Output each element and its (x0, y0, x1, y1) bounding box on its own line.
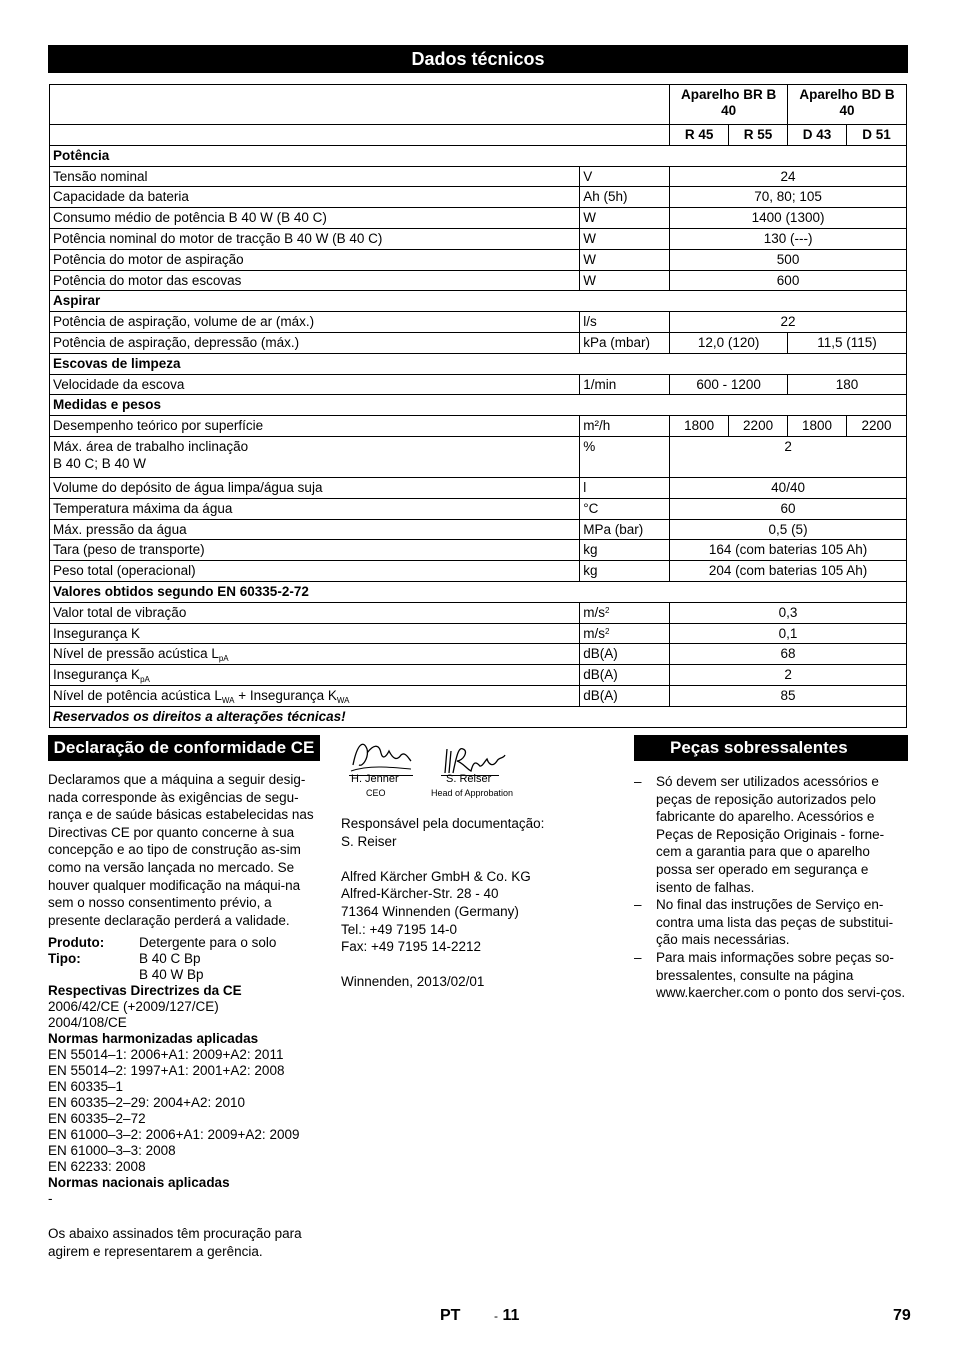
unit-superscript: 2 (604, 626, 610, 636)
type-value: B 40 C Bp (139, 951, 201, 967)
table-row (50, 644, 907, 665)
row-value-bd: 11,5 (115) (788, 332, 907, 353)
row-value: 164 (com baterias 105 Ah) (670, 540, 907, 561)
row-label-line2: B 40 C; B 40 W (53, 455, 147, 471)
row-unit: °C (580, 498, 670, 519)
type-label-spacer (48, 967, 139, 983)
unit-superscript: 2 (604, 605, 610, 615)
list-item-text: Só devem ser utilizados acessórios e peças de reposição autorizados pelo fabricante do aparelho. Acessórios e Peças de Reposição Originais - forne-cem a garantia para que o aparelho possa ser operado em segurança e isento de falhas. (656, 774, 885, 895)
national-standards-label: Normas nacionais aplicadas (48, 1175, 230, 1191)
row-unit: MPa (bar) (580, 519, 670, 540)
table-row (50, 540, 907, 561)
row-label: Desempenho teórico por superfície (50, 416, 580, 437)
standard-item: EN 61000–3–3: 2008 (48, 1143, 176, 1159)
signatures (341, 735, 613, 801)
row-value-br: 600 - 1200 (670, 374, 788, 395)
row-label: Potência de aspiração, volume de ar (máx.) (50, 312, 580, 333)
footer-document-page: 79 (893, 1307, 911, 1324)
type-row (48, 951, 320, 967)
table-row (50, 602, 907, 623)
list-item (634, 896, 908, 949)
company-name: Alfred Kärcher GmbH & Co. KG (341, 868, 531, 884)
row-value: 600 (670, 270, 907, 291)
row-value: 40/40 (670, 477, 907, 498)
table-row (50, 374, 907, 395)
row-label-line1: Máx. área de trabalho inclinação (53, 438, 249, 454)
footer-dash: - (494, 1309, 498, 1323)
footer-page-number: 11 (502, 1307, 520, 1324)
spacer (341, 956, 613, 974)
header-empty-cell (50, 125, 670, 146)
row-value-r45: 1800 (670, 416, 729, 437)
row-unit: dB(A) (580, 644, 670, 665)
table-row (50, 623, 907, 644)
declaration-closing: Os abaixo assinados têm procuração para agirem e representarem a gerência. (48, 1226, 302, 1259)
label-subscript: pA (218, 654, 229, 664)
header-br-b40: Aparelho BR B 40 (670, 85, 788, 125)
row-value: 130 (---) (670, 228, 907, 249)
type-value: B 40 W Bp (139, 967, 204, 983)
table-row (50, 665, 907, 686)
dash-bullet: – (634, 949, 642, 965)
section-potencia: Potência (50, 145, 907, 166)
row-unit: dB(A) (580, 665, 670, 686)
table-row (50, 436, 907, 477)
company-fax: Fax: +49 7195 14-2212 (341, 939, 481, 955)
row-value: 0,5 (5) (670, 519, 907, 540)
row-label: Potência nominal do motor de tracção B 40 W (B 40 C) (50, 228, 580, 249)
section-row (50, 145, 907, 166)
section-escovas: Escovas de limpeza (50, 353, 907, 374)
standard-item: EN 62233: 2008 (48, 1159, 146, 1175)
place-date: Winnenden, 2013/02/01 (341, 974, 485, 990)
row-value: 68 (670, 644, 907, 665)
table-row (50, 249, 907, 270)
row-label: Potência do motor de aspiração (50, 249, 580, 270)
header-r45: R 45 (670, 125, 729, 146)
row-unit: W (580, 208, 670, 229)
spacer (341, 850, 613, 868)
row-label: Valor total de vibração (50, 602, 580, 623)
row-value: 2 (670, 436, 907, 477)
documentation-responsible-label: Responsável pela documentação: (341, 816, 545, 831)
table-row (50, 228, 907, 249)
footer-page (494, 1307, 519, 1325)
section-row (50, 291, 907, 312)
national-standards-value: - (48, 1191, 53, 1207)
type-label: Tipo: (48, 951, 81, 967)
dash-bullet: – (634, 774, 642, 789)
row-unit: 1/min (580, 374, 670, 395)
row-label: Temperatura máxima da água (50, 498, 580, 519)
section-medidas: Medidas e pesos (50, 395, 907, 416)
list-item-text: No final das instruções de Serviço en-contra uma lista das peças de substitui-ção mais necessárias. (656, 897, 894, 948)
unit-text: m/s (583, 604, 605, 620)
table-row (50, 166, 907, 187)
footnote-row (50, 706, 907, 727)
table-row (50, 477, 907, 498)
header-d51: D 51 (847, 125, 907, 146)
spare-parts-heading: Peças sobressalentes (634, 735, 908, 761)
unit-text: m/s (583, 625, 605, 641)
header-bd-b40: Aparelho BD B 40 (788, 85, 907, 125)
table-row (50, 332, 907, 353)
row-label: Potência do motor das escovas (50, 270, 580, 291)
spare-parts-list (634, 773, 908, 1002)
list-item (634, 949, 908, 1002)
row-value-br: 12,0 (120) (670, 332, 788, 353)
row-label (50, 685, 580, 706)
row-value: 500 (670, 249, 907, 270)
table-row (50, 685, 907, 706)
section-aspirar: Aspirar (50, 291, 907, 312)
row-unit: W (580, 249, 670, 270)
row-label (50, 436, 580, 477)
row-unit: V (580, 166, 670, 187)
table-row (50, 187, 907, 208)
row-label: Velocidade da escova (50, 374, 580, 395)
table-row (50, 312, 907, 333)
row-label: Consumo médio de potência B 40 W (B 40 C) (50, 208, 580, 229)
row-value: 0,3 (670, 602, 907, 623)
spare-parts-section (634, 735, 908, 1002)
label-text: + Insegurança K (234, 687, 337, 703)
table-row (50, 519, 907, 540)
row-unit (580, 623, 670, 644)
product-row (48, 935, 320, 951)
row-unit: kg (580, 540, 670, 561)
table-row (50, 416, 907, 437)
signer-role: CEO (366, 788, 386, 798)
row-value: 1400 (1300) (670, 208, 907, 229)
company-city: 71364 Winnenden (Germany) (341, 903, 519, 919)
standard-item: EN 60335–2–72 (48, 1111, 146, 1127)
signer-name: H. Jenner (351, 773, 399, 785)
label-text: Nível de pressão acústica L (53, 646, 219, 662)
row-unit: kg (580, 561, 670, 582)
row-value: 60 (670, 498, 907, 519)
section-valores: Valores obtidos segundo EN 60335-2-72 (50, 581, 907, 602)
product-label: Produto: (48, 935, 105, 951)
label-subscript: WA (221, 695, 235, 705)
header-d43: D 43 (788, 125, 847, 146)
list-item-text: Para mais informações sobre peças so-bressalentes, consulte na página www.kaercher.com o ponto dos servi-ços. (656, 949, 906, 1001)
standard-item: EN 60335–2–29: 2004+A2: 2010 (48, 1095, 246, 1111)
row-label (50, 644, 580, 665)
section-row (50, 581, 907, 602)
row-label: Máx. pressão da água (50, 519, 580, 540)
row-unit (580, 602, 670, 623)
label-subscript: WA (336, 695, 350, 705)
row-label: Tara (peso de transporte) (50, 540, 580, 561)
company-street: Alfred-Kärcher-Str. 28 - 40 (341, 886, 499, 902)
type-row (48, 967, 320, 983)
table-header-row (50, 125, 907, 146)
signer-role: Head of Approbation (431, 788, 514, 798)
row-value: 2 (670, 665, 907, 686)
row-unit: % (580, 436, 670, 477)
row-unit: W (580, 270, 670, 291)
company-tel: Tel.: +49 7195 14-0 (341, 921, 457, 937)
product-value: Detergente para o solo (139, 935, 277, 951)
standard-item: EN 55014–2: 1997+A1: 2001+A2: 2008 (48, 1063, 285, 1079)
declaration-heading: Declaração de conformidade CE (48, 735, 320, 761)
documentation-responsible-name: S. Reiser (341, 833, 397, 849)
row-unit: m²/h (580, 416, 670, 437)
table-row (50, 561, 907, 582)
table-header-row (50, 85, 907, 125)
directives-label: Respectivas Directrizes da CE (48, 983, 242, 999)
section-row (50, 395, 907, 416)
row-unit: l/s (580, 312, 670, 333)
section-row (50, 353, 907, 374)
signer-name: S. Reiser (446, 773, 492, 785)
label-subscript: pA (140, 675, 150, 685)
row-unit: Ah (5h) (580, 187, 670, 208)
table-row (50, 208, 907, 229)
standard-item: EN 55014–1: 2006+A1: 2009+A2: 2011 (48, 1047, 284, 1063)
row-label: Peso total (operacional) (50, 561, 580, 582)
standards-label: Normas harmonizadas aplicadas (48, 1031, 259, 1047)
row-label: Potência de aspiração, depressão (máx.) (50, 332, 580, 353)
directive-item: 2004/108/CE (48, 1015, 127, 1031)
row-value: 204 (com baterias 105 Ah) (670, 561, 907, 582)
row-value-d51: 2200 (847, 416, 907, 437)
dash-bullet: – (634, 897, 642, 913)
label-text: Insegurança K (53, 667, 141, 683)
row-label: Capacidade da bateria (50, 187, 580, 208)
directive-item: 2006/42/CE (+2009/127/CE) (48, 999, 219, 1015)
declaration-section (48, 735, 320, 1261)
header-empty-cell (50, 85, 670, 125)
label-text: Nível de potência acústica L (53, 687, 222, 703)
row-label: Tensão nominal (50, 166, 580, 187)
row-unit: W (580, 228, 670, 249)
row-unit: dB(A) (580, 685, 670, 706)
table-row (50, 498, 907, 519)
declaration-intro: Declaramos que a máquina a seguir desig-nada corresponde às exigências de segu-rança e de saúde básicas estabelecidas nas Directivas CE por quanto concerne à sua concepção e ao tipo de construção as-sim como na versão lançada no mercado. Se houver qualquer modificação na máqui-na sem o nosso consentimento prévio, a presente declaração perderá a validade. (48, 772, 314, 928)
list-item (634, 773, 908, 896)
row-value: 70, 80; 105 (670, 187, 907, 208)
row-value-d43: 1800 (788, 416, 847, 437)
footer-language: PT (440, 1307, 461, 1324)
header-r55: R 55 (729, 125, 788, 146)
row-value-bd: 180 (788, 374, 907, 395)
standard-item: EN 61000–3–2: 2006+A1: 2009+A2: 2009 (48, 1127, 300, 1143)
row-label: Insegurança K (50, 623, 580, 644)
row-value-r55: 2200 (729, 416, 788, 437)
signature-section (341, 735, 613, 991)
row-unit: kPa (mbar) (580, 332, 670, 353)
row-unit: l (580, 477, 670, 498)
technical-data-table (49, 84, 907, 728)
table-row (50, 270, 907, 291)
table-footnote: Reservados os direitos a alterações técnicas! (50, 706, 907, 727)
row-label (50, 665, 580, 686)
row-value: 22 (670, 312, 907, 333)
row-label: Volume do depósito de água limpa/água suja (50, 477, 580, 498)
row-value: 0,1 (670, 623, 907, 644)
row-value: 24 (670, 166, 907, 187)
row-value: 85 (670, 685, 907, 706)
page-title: Dados técnicos (48, 45, 908, 73)
standard-item: EN 60335–1 (48, 1079, 124, 1095)
